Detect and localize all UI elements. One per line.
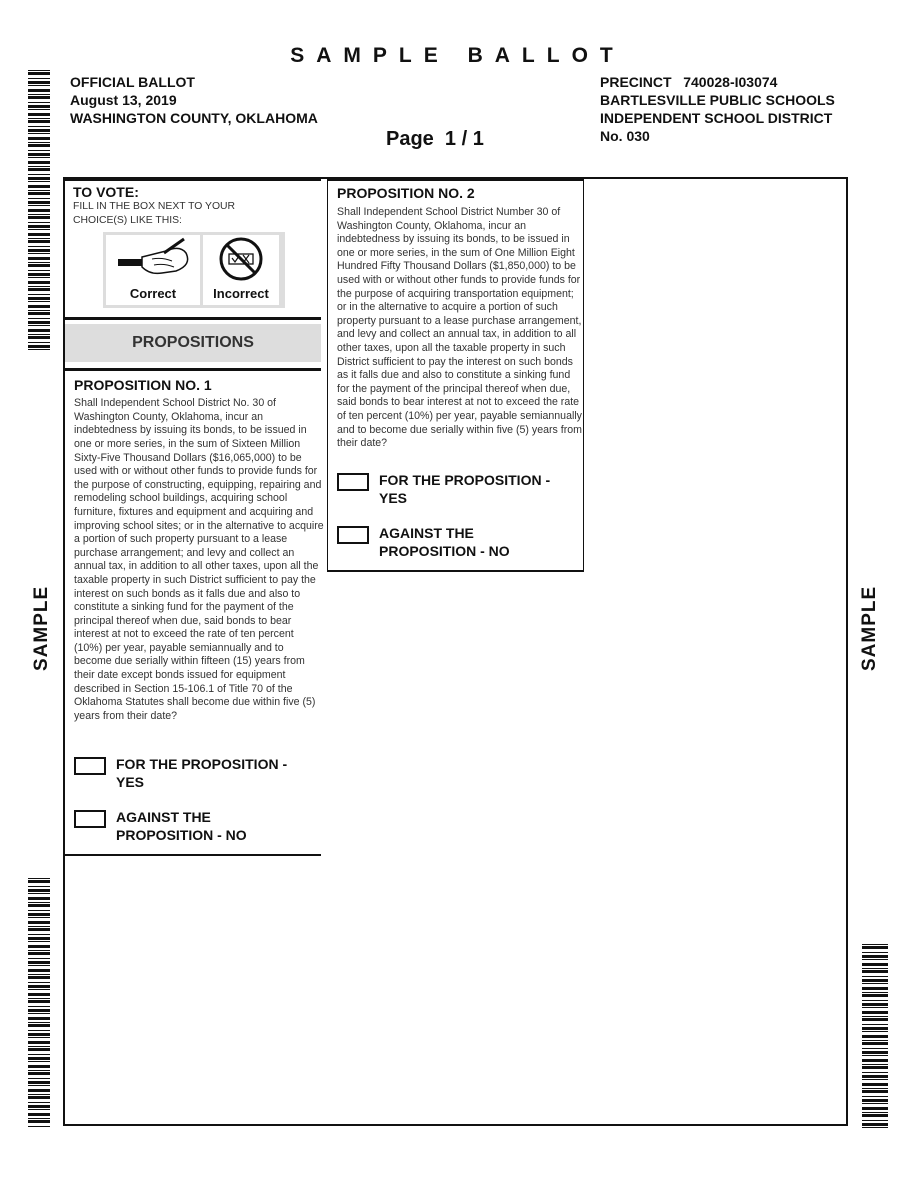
barcode-stripe <box>862 1011 888 1014</box>
barcode-stripe <box>28 974 50 975</box>
barcode-stripe <box>28 214 50 215</box>
barcode-stripe <box>28 928 50 931</box>
barcode-stripe <box>862 976 888 977</box>
barcode-stripe <box>28 144 50 147</box>
barcode-stripe <box>28 96 50 99</box>
barcode-stripe <box>862 968 888 969</box>
barcode-stripe <box>28 889 50 892</box>
barcode-stripe <box>28 950 50 951</box>
barcode-stripe <box>28 222 50 223</box>
barcode-stripe <box>28 904 50 907</box>
barcode-stripe <box>862 983 888 984</box>
header-district: INDEPENDENT SCHOOL DISTRICT <box>600 110 833 126</box>
barcode-stripe <box>28 1048 50 1051</box>
barcode-stripe <box>28 105 50 108</box>
side-label-left: SAMPLE <box>31 585 52 671</box>
barcode-stripe <box>862 1079 888 1080</box>
barcode-stripe <box>28 965 50 966</box>
barcode-stripe <box>28 1061 50 1062</box>
barcode-bottom-right <box>862 944 888 1128</box>
barcode-stripe <box>862 1007 888 1008</box>
barcode-stripe <box>28 926 50 927</box>
correct-example <box>106 235 200 305</box>
barcode-stripe <box>862 1088 888 1089</box>
barcode-stripe <box>862 1040 888 1041</box>
barcode-stripe <box>862 1042 888 1045</box>
proposition-1-no-checkbox[interactable] <box>74 810 106 828</box>
proposition-1-no-label: AGAINST THE PROPOSITION - NO <box>116 809 247 844</box>
barcode-stripe <box>28 989 50 990</box>
barcode-stripe <box>28 1037 50 1038</box>
barcode-stripe <box>862 979 888 982</box>
barcode-stripe <box>28 205 50 206</box>
barcode-stripe <box>862 952 888 953</box>
barcode-stripe <box>28 201 50 204</box>
barcode-stripe <box>28 1081 50 1084</box>
barcode-stripe <box>862 994 888 997</box>
barcode-stripe <box>28 976 50 979</box>
barcode-stripe <box>28 153 50 156</box>
barcode-stripe <box>862 1066 888 1069</box>
barcode-stripe <box>28 277 50 278</box>
barcode-stripe <box>28 1118 50 1119</box>
barcode-stripe <box>28 1094 50 1095</box>
barcode-stripe <box>28 941 50 942</box>
barcode-stripe <box>862 1127 888 1128</box>
proposition-2-yes-option[interactable] <box>337 471 583 507</box>
barcode-stripe <box>862 1075 888 1078</box>
barcode-stripe <box>862 1090 888 1093</box>
barcode-stripe <box>862 946 888 949</box>
prohibited-marks-icon <box>203 235 279 285</box>
barcode-stripe <box>28 945 50 948</box>
header-county: WASHINGTON COUNTY, OKLAHOMA <box>70 110 318 126</box>
proposition-1-yes-option[interactable] <box>74 755 321 791</box>
barcode-stripe <box>862 1055 888 1056</box>
barcode-stripe <box>28 150 50 151</box>
barcode-stripe <box>28 264 50 267</box>
barcode-stripe <box>28 917 50 918</box>
barcode-stripe <box>28 305 50 308</box>
barcode-stripe <box>28 1085 50 1086</box>
proposition-2 <box>327 181 584 570</box>
barcode-stripe <box>28 94 50 95</box>
barcode-stripe <box>28 137 50 140</box>
barcode-stripe <box>28 262 50 263</box>
proposition-1-title: PROPOSITION NO. 1 <box>74 377 212 394</box>
barcode-stripe <box>28 72 50 75</box>
barcode-stripe <box>862 1107 888 1110</box>
barcode-stripe <box>28 1072 50 1075</box>
incorrect-label: Incorrect <box>213 286 269 302</box>
barcode-bottom-left <box>28 878 50 1128</box>
barcode-stripe <box>862 1018 888 1021</box>
barcode-stripe <box>862 1099 888 1102</box>
barcode-stripe <box>28 1105 50 1108</box>
barcode-stripe <box>28 1000 50 1003</box>
barcode-stripe <box>28 133 50 134</box>
barcode-stripe <box>862 1059 888 1062</box>
proposition-2-yes-checkbox[interactable] <box>337 473 369 491</box>
barcode-stripe <box>28 1065 50 1068</box>
barcode-stripe <box>28 1022 50 1023</box>
barcode-stripe <box>862 1096 888 1097</box>
barcode-stripe <box>28 336 50 339</box>
barcode-stripe <box>28 952 50 955</box>
barcode-top-left <box>28 70 50 352</box>
column-1 <box>65 177 324 856</box>
barcode-stripe <box>28 310 50 311</box>
barcode-stripe <box>28 897 50 900</box>
barcode-stripe <box>28 880 50 883</box>
barcode-stripe <box>28 85 50 86</box>
incorrect-example <box>203 235 279 305</box>
barcode-stripe <box>28 958 50 959</box>
barcode-stripe <box>28 161 50 164</box>
barcode-stripe <box>862 1048 888 1049</box>
barcode-stripe <box>862 1035 888 1038</box>
barcode-stripe <box>28 886 50 887</box>
barcode-stripe <box>28 297 50 300</box>
barcode-stripe <box>28 969 50 972</box>
barcode-stripe <box>28 345 50 348</box>
barcode-stripe <box>862 1103 888 1104</box>
header-school: BARTLESVILLE PUBLIC SCHOOLS <box>600 92 835 108</box>
barcode-stripe <box>862 1064 888 1065</box>
barcode-stripe <box>28 253 50 254</box>
header-date: August 13, 2019 <box>70 92 177 108</box>
barcode-stripe <box>28 190 50 191</box>
barcode-stripe <box>28 1009 50 1012</box>
barcode-stripe <box>28 1102 50 1103</box>
barcode-stripe <box>862 963 888 966</box>
barcode-stripe <box>28 1024 50 1027</box>
barcode-stripe <box>862 959 888 960</box>
barcode-stripe <box>28 157 50 158</box>
barcode-stripe <box>28 126 50 127</box>
barcode-stripe <box>862 1120 888 1121</box>
barcode-stripe <box>28 113 50 116</box>
barcode-stripe <box>28 1078 50 1079</box>
header-district-number: No. 030 <box>600 128 650 144</box>
instructions-heading: TO VOTE: <box>73 184 139 200</box>
barcode-stripe <box>862 1083 888 1086</box>
barcode-stripe <box>862 1123 888 1126</box>
barcode-stripe <box>28 270 50 271</box>
barcode-stripe <box>28 185 50 188</box>
correct-label: Correct <box>129 286 177 302</box>
barcode-stripe <box>28 1006 50 1007</box>
barcode-stripe <box>862 1024 888 1025</box>
barcode-stripe <box>28 893 50 894</box>
barcode-stripe <box>28 168 50 171</box>
header-ballot-type: OFFICIAL BALLOT <box>70 74 195 90</box>
proposition-1-yes-label: FOR THE PROPOSITION - YES <box>116 756 288 791</box>
barcode-stripe <box>28 1046 50 1047</box>
barcode-stripe <box>28 1096 50 1099</box>
barcode-stripe <box>28 913 50 916</box>
barcode-stripe <box>28 174 50 175</box>
barcode-stripe <box>862 987 888 990</box>
barcode-stripe <box>28 1054 50 1055</box>
proposition-2-no-label: AGAINST THE PROPOSITION - NO <box>379 524 510 559</box>
barcode-stripe <box>28 216 50 219</box>
barcode-stripe <box>28 998 50 999</box>
barcode-stripe <box>28 120 50 123</box>
ballot-title: SAMPLE BALLOT <box>290 44 625 67</box>
barcode-stripe <box>28 70 50 71</box>
barcode-stripe <box>28 246 50 247</box>
barcode-stripe <box>28 81 50 84</box>
proposition-2-no-option[interactable] <box>337 524 583 560</box>
barcode-stripe <box>28 342 50 343</box>
barcode-stripe <box>28 177 50 180</box>
barcode-stripe <box>28 329 50 332</box>
barcode-stripe <box>28 286 50 287</box>
barcode-stripe <box>28 902 50 903</box>
barcode-stripe <box>28 1013 50 1014</box>
barcode-stripe <box>28 273 50 276</box>
barcode-stripe <box>28 233 50 236</box>
barcode-stripe <box>28 1030 50 1031</box>
barcode-stripe <box>28 1109 50 1110</box>
proposition-1 <box>65 371 324 844</box>
barcode-stripe <box>28 1041 50 1044</box>
barcode-stripe <box>28 982 50 983</box>
barcode-stripe <box>28 1126 50 1127</box>
barcode-stripe <box>28 129 50 132</box>
barcode-stripe <box>28 225 50 228</box>
instructions-bottom-bar <box>65 317 321 320</box>
barcode-stripe <box>28 325 50 326</box>
barcode-stripe <box>862 1114 888 1117</box>
proposition-1-text: Shall Independent School District No. 30 of Washington County, Oklahoma, incur an indebtedness by issuing its bonds, to be issued in one or more series, in the sum of Sixteen Million Sixty-Five Thousand Dollars ($16,065,000) to be used with or without other funds to provide funds for the purpose of constructing, equipping, repairing and remodeling school buildings, acquiring school furniture, fixtures and equipment and acquiring and improving school sites; or in the alternative to acquire a portion of such property pursuant to a lease purchase arrangement; and levy and collect an annual tax, in addition to all other taxes, upon all the taxable property in such District sufficient to pay the interest on such bonds as it falls due and also to constitute a sinking fund for the payment of the principal thereof when due, said bonds to bear interest at not to exceed the rate of ten percent (10%) per year, payable semiannually and to become due serially within fifteen (15) years from their date except bonds issued for equipment described in Section 15-106.1 of Title 70 of the Oklahoma Statutes shall become due within five (5) years from their date? <box>74 397 324 722</box>
barcode-stripe <box>28 937 50 940</box>
barcode-stripe <box>28 166 50 167</box>
proposition-1-no-option[interactable] <box>74 808 321 844</box>
instructions-text: FILL IN THE BOX NEXT TO YOUR CHOICE(S) LIKE THIS: <box>73 201 236 226</box>
barcode-stripe <box>28 249 50 252</box>
barcode-stripe <box>862 1112 888 1113</box>
barcode-stripe <box>862 992 888 993</box>
column-2 <box>327 177 584 572</box>
barcode-stripe <box>28 993 50 996</box>
barcode-stripe <box>28 89 50 92</box>
barcode-stripe <box>862 970 888 973</box>
barcode-stripe <box>28 349 50 350</box>
proposition-2-title: PROPOSITION NO. 2 <box>337 185 475 201</box>
barcode-stripe <box>28 1089 50 1092</box>
barcode-stripe <box>862 1003 888 1006</box>
proposition-2-yes-label: FOR THE PROPOSITION - YES <box>379 471 551 506</box>
page-number: Page 1 / 1 <box>386 128 484 150</box>
barcode-stripe <box>28 78 50 79</box>
barcode-stripe <box>28 1113 50 1116</box>
barcode-stripe <box>28 985 50 988</box>
barcode-stripe <box>28 198 50 199</box>
barcode-stripe <box>28 257 50 260</box>
barcode-stripe <box>862 1027 888 1030</box>
example-marks <box>103 232 285 308</box>
barcode-stripe <box>28 209 50 212</box>
barcode-stripe <box>28 334 50 335</box>
barcode-stripe <box>28 281 50 284</box>
barcode-stripe <box>28 1070 50 1071</box>
barcode-stripe <box>28 1033 50 1036</box>
barcode-stripe <box>28 102 50 103</box>
proposition-2-bottom-rule <box>327 570 584 572</box>
barcode-stripe <box>862 1051 888 1054</box>
barcode-stripe <box>862 1031 888 1032</box>
barcode-stripe <box>862 944 888 945</box>
barcode-stripe <box>28 878 50 879</box>
barcode-stripe <box>28 240 50 243</box>
proposition-1-yes-checkbox[interactable] <box>74 757 106 775</box>
barcode-stripe <box>862 1000 888 1001</box>
instructions-block <box>65 181 321 308</box>
barcode-stripe <box>28 1057 50 1060</box>
barcode-stripe <box>28 921 50 924</box>
header-right <box>600 73 835 145</box>
barcode-stripe <box>28 1017 50 1020</box>
barcode-stripe <box>28 192 50 195</box>
barcode-stripe <box>28 301 50 302</box>
barcode-stripe <box>28 312 50 315</box>
proposition-1-bottom-rule <box>65 854 321 856</box>
header-left <box>70 73 318 127</box>
barcode-stripe <box>28 934 50 935</box>
barcode-stripe <box>28 1120 50 1123</box>
proposition-2-text: Shall Independent School District Number 30 of Washington County, Oklahoma, incur an indebtedness by issuing its bonds, to be issued in one or more series, in the sum of One Million Eight Hundred Fifty Thousand Dollars ($1,850,000) to be used with or without other funds to provide funds for the purpose of acquiring transportation equipment; or in the alternative to acquire a portion of such property pursuant to a lease purchase arrangement, and levy and collect an annual tax, in addition to all other taxes, upon all the taxable property in such District sufficient to pay the interest on such bonds as it falls due and also to constitute a sinking fund for the payment of the principal thereof when due, said bonds to bear interest at not to exceed the rate of ten percent (10%) per year, payable semiannually and to become due serially within five (5) years from their date? <box>337 206 582 450</box>
barcode-stripe <box>28 229 50 230</box>
barcode-stripe <box>28 238 50 239</box>
barcode-stripe <box>28 294 50 295</box>
barcode-stripe <box>862 1072 888 1073</box>
barcode-stripe <box>28 910 50 911</box>
propositions-heading: PROPOSITIONS <box>132 334 254 352</box>
proposition-2-no-checkbox[interactable] <box>337 526 369 544</box>
barcode-stripe <box>28 142 50 143</box>
barcode-stripe <box>28 181 50 182</box>
barcode-stripe <box>28 118 50 119</box>
propositions-header <box>65 324 321 362</box>
barcode-stripe <box>862 955 888 958</box>
barcode-stripe <box>28 318 50 319</box>
barcode-stripe <box>862 1016 888 1017</box>
hand-marking-icon <box>106 235 200 285</box>
header-precinct: PRECINCT 740028-I03074 <box>600 74 778 90</box>
barcode-stripe <box>28 961 50 964</box>
barcode-stripe <box>28 109 50 110</box>
barcode-stripe <box>28 321 50 324</box>
side-label-right: SAMPLE <box>859 585 880 671</box>
barcode-stripe <box>28 288 50 291</box>
